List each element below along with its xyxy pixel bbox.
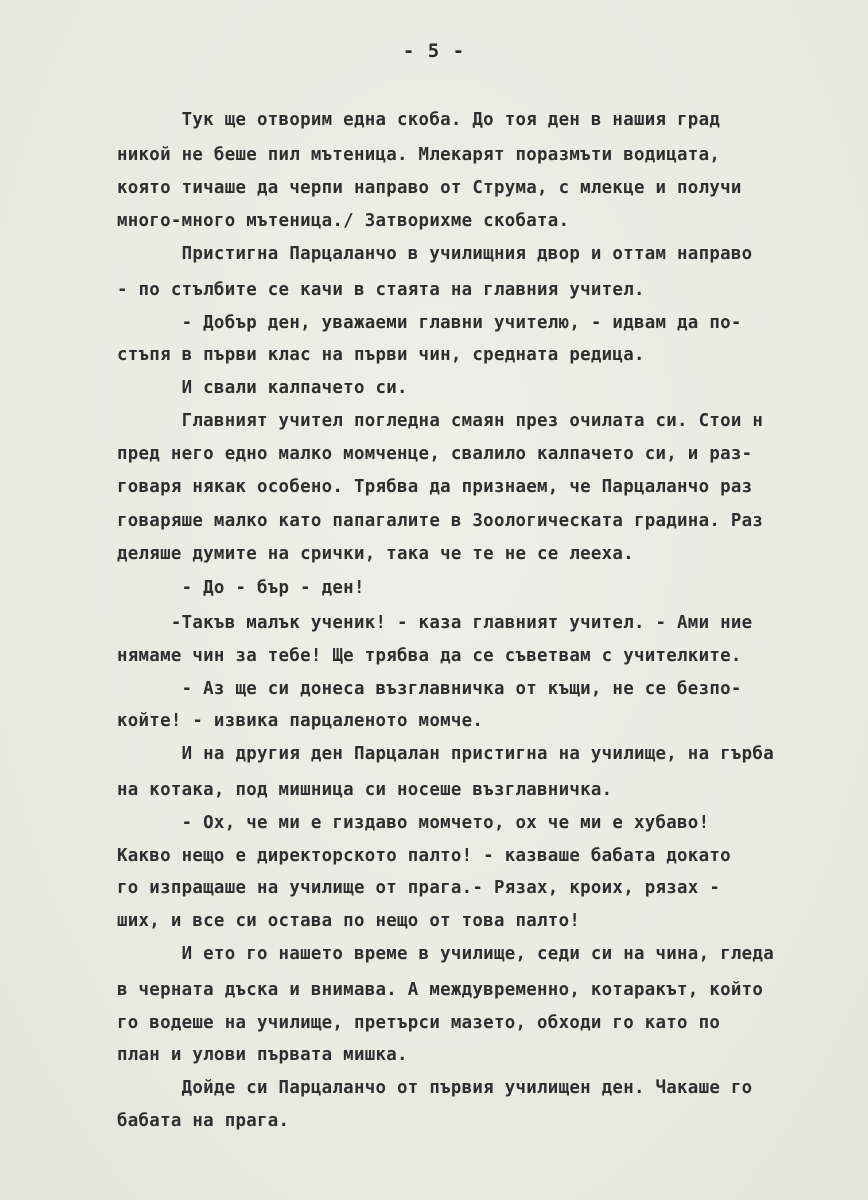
text-line: говаря някак особено. Трябва да признаем, че Парцаланчо раз (117, 477, 753, 497)
text-line: койте! - извика парцаленото момче. (117, 711, 484, 731)
text-line: Дойде си Парцаланчо от първия училищен ден. Чакаше го (117, 1078, 753, 1098)
page-number: - 5 - (402, 40, 466, 62)
text-line: И на другия ден Парцалан пристигна на училище, на гърба (117, 744, 774, 764)
text-line: го водеше на училище, претърси мазето, обходи го като по (117, 1013, 721, 1033)
text-line: Главният учител погледна смаян през очилата си. Стои н (117, 411, 764, 431)
text-line: ших, и все си остава по нещо от това палто! (117, 911, 581, 931)
text-line: Тук ще отворим една скоба. До тоя ден в нашия град (117, 110, 721, 130)
text-line: - Аз ще си донеса възглавничка от къщи, не се безпо- (117, 679, 742, 699)
text-line: Пристигна Парцаланчо в училищния двор и оттам направо (117, 244, 753, 264)
text-line: И ето го нашето време в училище, седи си на чина, гледа (117, 944, 774, 964)
text-line: го изпращаше на училище от прага.- Рязах, кроих, рязах - (117, 878, 721, 898)
text-line: план и улови първата мишка. (117, 1045, 408, 1065)
text-line: деляше думите на срички, така че те не се лееха. (117, 544, 634, 564)
text-line: на котака, под мишница си носеше възглавничка. (117, 780, 613, 800)
text-line: пред него едно малко момченце, свалило калпачето си, и раз- (117, 444, 753, 464)
text-line: която тичаше да черпи направо от Струма, с млекце и получи (117, 178, 742, 198)
text-line: И свали калпачето си. (117, 378, 408, 398)
text-line: никой не беше пил мътеница. Млекарят поразмъти водицата, (117, 145, 721, 165)
text-line: в черната дъска и внимава. А междувременно, котаракът, който (117, 980, 764, 1000)
text-line: много-много мътеница./ Затворихме скобата. (117, 211, 570, 231)
text-line: Какво нещо е директорското палто! - казваше бабата докато (117, 846, 731, 866)
text-line: -Такъв малък ученик! - каза главният учител. - Ами ние (117, 613, 753, 633)
text-line: - по стълбите се качи в стаята на главния учител. (117, 280, 645, 300)
text-line: нямаме чин за тебе! Ще трябва да се съветвам с учителките. (117, 646, 742, 666)
text-line: - Добър ден, уважаеми главни учителю, - идвам да по- (117, 313, 742, 333)
text-line: бабата на прага. (117, 1111, 290, 1131)
text-line: стъпя в първи клас на първи чин, средната редица. (117, 345, 645, 365)
text-line: - Ох, че ми е гиздаво момчето, ох че ми е хубаво! (117, 813, 710, 833)
text-line: говаряше малко като папагалите в Зоологическата градина. Раз (117, 511, 764, 531)
text-line: - До - бър - ден! (117, 578, 365, 598)
